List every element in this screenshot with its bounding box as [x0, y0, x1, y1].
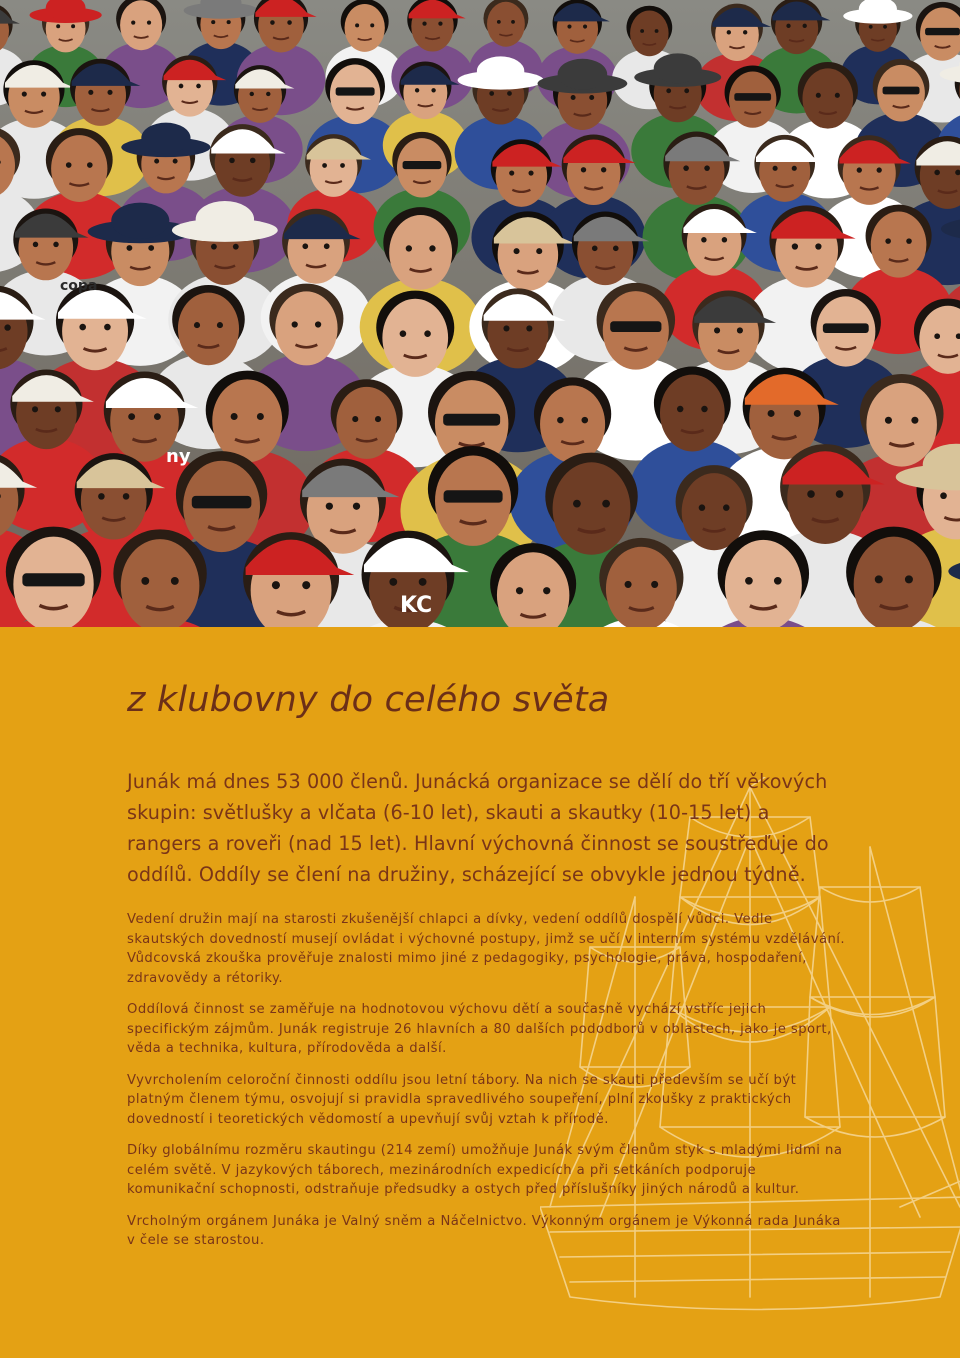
- page-title: z klubovny do celého světa: [127, 680, 610, 720]
- body-paragraph: Vrcholným orgánem Junáka je Valný sněm a Náčelnictvo. Výkonným orgánem je Výkonná rada Junáka v čele se starostou.: [127, 1213, 841, 1248]
- cap-label-kc: KC: [400, 593, 433, 618]
- body-paragraph: Vedení družin mají na starosti zkušenější chlapci a dívky, vedení oddílů dospělí vůdci. Vedle skautských dovedností musejí ovládat i výchovné postupy, jimž se učí v interním systému vzdělávání. Vůdcovská zkouška prověřuje znalosti mimo jiné z pedagogiky, psychologie, práva, hospodaření, zdravovědy a rétoriky.: [127, 912, 846, 986]
- body-paragraph: Díky globálnímu rozměru skautingu (214 zemí) umožňuje Junák svým členům styk s mladými lidmi na celém světě. V jazykových táborech, mezinárodních expedicích a při setkáních podporuje komunikační schopnosti, odstraňuje předsudky a ostych před příslušníky jiných národů a kultur.: [127, 1143, 843, 1197]
- crowd-illustration: [0, 0, 960, 627]
- crowd-photo: [0, 0, 960, 627]
- lead-paragraph: Junák má dnes 53 000 členů. Junácká organizace se dělí do tří věkových skupin: světlušky a vlčata (6-10 let), skauti a skautky (10-15 let) a rangers a roveři (nad 15 let). Hlavní výchovná činnost se soustřeďuje do oddílů. Oddíly se člení na družiny, scházející se obvykle jednou týdně.: [127, 770, 829, 886]
- body-paragraph: Oddílová činnost se zaměřuje na hodnotovou výchovu dětí a současně vychází vstříc jejich specifickým zájmům. Junák registruje 26 hlavních a 80 dalších pododborů v oblastech, jako je sport, věda a technika, kultura, přírodověda a další.: [127, 1002, 832, 1056]
- article-body: [127, 910, 847, 1263]
- cap-label-ny: ny: [166, 446, 191, 467]
- content-panel: [0, 627, 960, 1358]
- body-paragraph: Vyvrcholením celoroční činnosti oddílu jsou letní tábory. Na nich se skauti především se učí být platným členem týmu, osvojují si pravidla spravedlivého soupeření, plní zkoušky z praktických dovedností i teoretických vědomostí a upevňují svůj vztah k přírodě.: [127, 1072, 797, 1127]
- shirt-label-copa: copa: [60, 278, 98, 294]
